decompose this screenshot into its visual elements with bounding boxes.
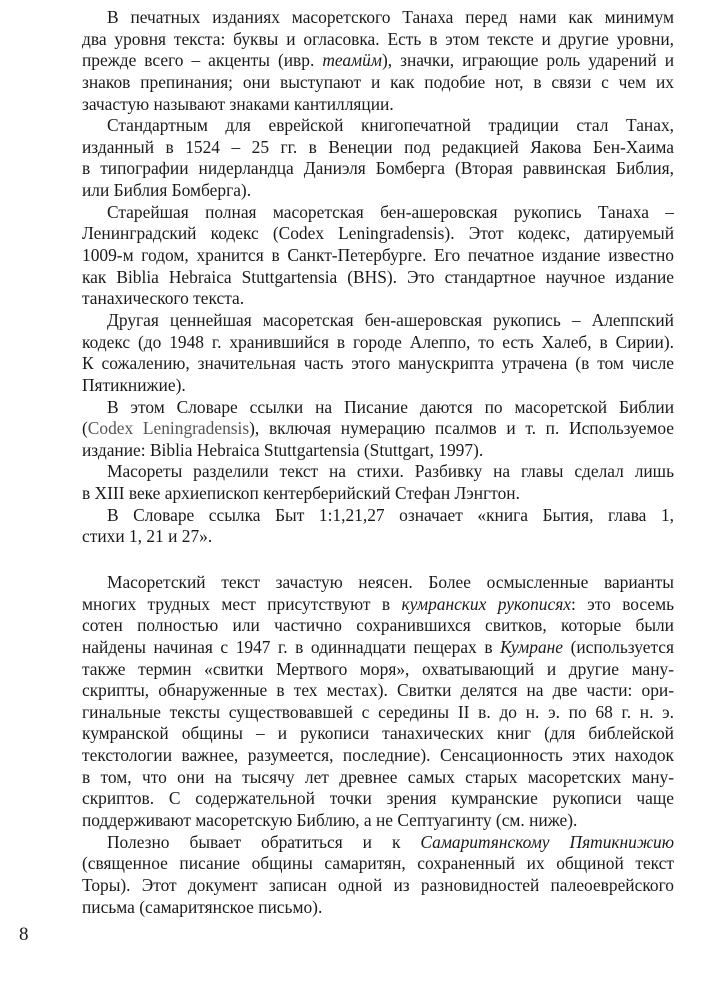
text-line — [82, 267, 674, 289]
text-run: скриптов. С содержательной точки зрения кумранские рукописи чаще — [82, 788, 674, 809]
text-run: два уровня текста: буквы и огласовка. Есть в этом тексте и другие уровни, — [82, 28, 674, 49]
text-line — [82, 832, 674, 854]
text-line — [82, 418, 674, 440]
text-line — [82, 483, 674, 505]
page-number: 8 — [19, 924, 29, 945]
italic-term: Кумране — [500, 636, 564, 657]
text-run: также термин «свитки Мертвого моря», охватывающий и другие ману- — [82, 658, 674, 679]
text-line — [82, 723, 674, 745]
text-line — [82, 115, 674, 137]
text-run: издание: Biblia Hebraica Stuttgartensia (Stuttgart, 1997). — [82, 439, 484, 460]
text-line — [82, 72, 674, 94]
paragraph — [82, 461, 674, 504]
text-line — [82, 745, 674, 767]
text-line — [82, 7, 674, 29]
text-run: письма (самаритянское письмо). — [82, 896, 323, 917]
text-line — [82, 659, 674, 681]
text-section-1 — [82, 7, 674, 548]
text-run: Ленинградский кодекс (Codex Leningradensis). Этот кодекс, датируемый — [82, 223, 674, 244]
text-line — [82, 767, 674, 789]
text-run: : это восемь — [571, 593, 675, 614]
paragraph — [82, 7, 674, 115]
text-line — [82, 158, 674, 180]
text-run: кумранской общины – и рукописи танахических книг (для библейской — [82, 723, 674, 744]
text-line — [82, 332, 674, 354]
text-line — [82, 137, 674, 159]
paragraph — [82, 505, 674, 548]
text-section-2 — [82, 572, 674, 918]
text-run: или Библия Бомберга). — [82, 180, 252, 201]
text-line — [82, 526, 674, 548]
paragraph — [82, 115, 674, 202]
text-run: (священное писание общины самаритян, сохраненный их общиной текст — [82, 853, 674, 874]
text-run: многих трудных мест присутствуют в — [82, 593, 402, 614]
text-line — [82, 853, 674, 875]
text-run: знаков препинания; они выступают и как подобие нот, в связи с чем их — [82, 71, 674, 92]
text-run: найдены начиная с 1947 г. в одиннадцати пещерах в — [82, 636, 501, 657]
text-run: (используется — [563, 636, 674, 657]
text-line — [82, 353, 674, 375]
text-run: ( — [82, 418, 88, 439]
text-line — [82, 788, 674, 810]
text-run: Пятикнижие). — [82, 374, 186, 395]
text-line — [82, 897, 674, 919]
text-run: Полезно бывает обратиться и к — [107, 831, 421, 852]
paragraph — [82, 397, 674, 462]
text-run: В печатных изданиях масоретского Танаха перед нами как минимум — [107, 7, 674, 27]
paragraph — [82, 202, 674, 310]
text-run: В Словаре ссылка Быт 1:1,21,27 означает «книга Бытия, глава 1, — [107, 504, 674, 525]
paragraph — [82, 832, 674, 919]
italic-term: теамӥм — [322, 50, 382, 71]
text-run: в типографии нидерландца Даниэля Бомберга (Вторая раввинская Библия, — [82, 158, 674, 179]
text-run: кодекс (до 1948 г. хранившийся в городе Алеппо, то есть Халеб, в Сирии). — [82, 331, 674, 352]
text-run: изданный в 1524 – 25 гг. в Венеции под редакцией Яакова Бен-Хаима — [82, 136, 674, 157]
text-line — [82, 94, 674, 116]
text-line — [82, 572, 674, 594]
italic-term: Самаритянскому Пятикнижию — [420, 831, 674, 852]
text-run: Масоретский текст зачастую неясен. Более осмысленные варианты — [107, 572, 674, 592]
text-line — [82, 223, 674, 245]
text-run: текстологии важнее, разумеется, последние). Сенсационность этих находок — [82, 745, 674, 766]
text-run: танахического текста. — [82, 288, 245, 309]
latin-term: Codex Leningradensis — [87, 418, 250, 439]
text-line — [82, 702, 674, 724]
text-line — [82, 50, 674, 72]
text-run: стихи 1, 21 и 27». — [82, 526, 213, 547]
text-run: как Biblia Hebraica Stuttgartensia (BHS). Это стандартное научное издание — [82, 266, 674, 287]
text-run: К сожалению, значительная часть этого манускрипта утрачена (в том числе — [82, 353, 674, 374]
text-run: в XIII веке архиепископ кентерберийский Стефан Лэнгтон. — [82, 483, 520, 504]
text-line — [82, 288, 674, 310]
text-run: Торы). Этот документ записан одной из разновидностей палеоеврейского — [82, 874, 674, 895]
italic-term: кумранских рукописях — [401, 593, 572, 614]
text-line — [82, 440, 674, 462]
text-line — [82, 29, 674, 51]
text-line — [82, 461, 674, 483]
text-line — [82, 615, 674, 637]
text-line — [82, 397, 674, 419]
text-run: В этом Словаре ссылки на Писание даются по масоретской Библии — [107, 396, 674, 417]
paragraph — [82, 572, 674, 832]
text-run: скрипты, обнаруженные в тех местах). Свитки делятся на две части: ори- — [82, 680, 674, 701]
text-run: Масореты разделили текст на стихи. Разбивку на главы сделал лишь — [107, 461, 674, 482]
paragraph — [82, 310, 674, 397]
text-run: ), включая нумерацию псалмов и т. п. Используемое — [249, 418, 674, 439]
text-line — [82, 594, 674, 616]
text-run: Старейшая полная масоретская бен-ашеровская рукопись Танаха – — [107, 201, 674, 222]
text-line — [82, 637, 674, 659]
text-line — [82, 875, 674, 897]
text-run: Стандартным для еврейской книгопечатной традиции стал Танах, — [107, 115, 674, 136]
text-line — [82, 375, 674, 397]
text-line — [82, 245, 674, 267]
text-line — [82, 202, 674, 224]
text-line — [82, 180, 674, 202]
text-run: поддерживают масоретскую Библию, а не Септуагинту (см. ниже). — [82, 810, 578, 831]
text-line — [82, 810, 674, 832]
text-run: в том, что они на тысячу лет древнее самых старых масоретских ману- — [82, 766, 674, 787]
text-line — [82, 680, 674, 702]
text-run: зачастую называют знаками кантилляции. — [82, 93, 394, 114]
text-run: 1009-м годом, хранится в Санкт-Петербурге. Его печатное издание известно — [82, 245, 674, 266]
text-line — [82, 505, 674, 527]
text-line — [82, 310, 674, 332]
text-run: ), значки, играющие роль ударений и — [381, 50, 674, 71]
text-run: сотен полностью или частично сохранившихся свитков, которые были — [82, 615, 674, 636]
text-run: Другая ценнейшая масоретская бен-ашеровская рукопись – Алеппский — [107, 309, 674, 330]
text-run: прежде всего – акценты (ивр. — [82, 50, 323, 71]
text-run: гинальные тексты существовавшей с середины II в. до н. э. по 68 г. н. э. — [82, 701, 674, 722]
